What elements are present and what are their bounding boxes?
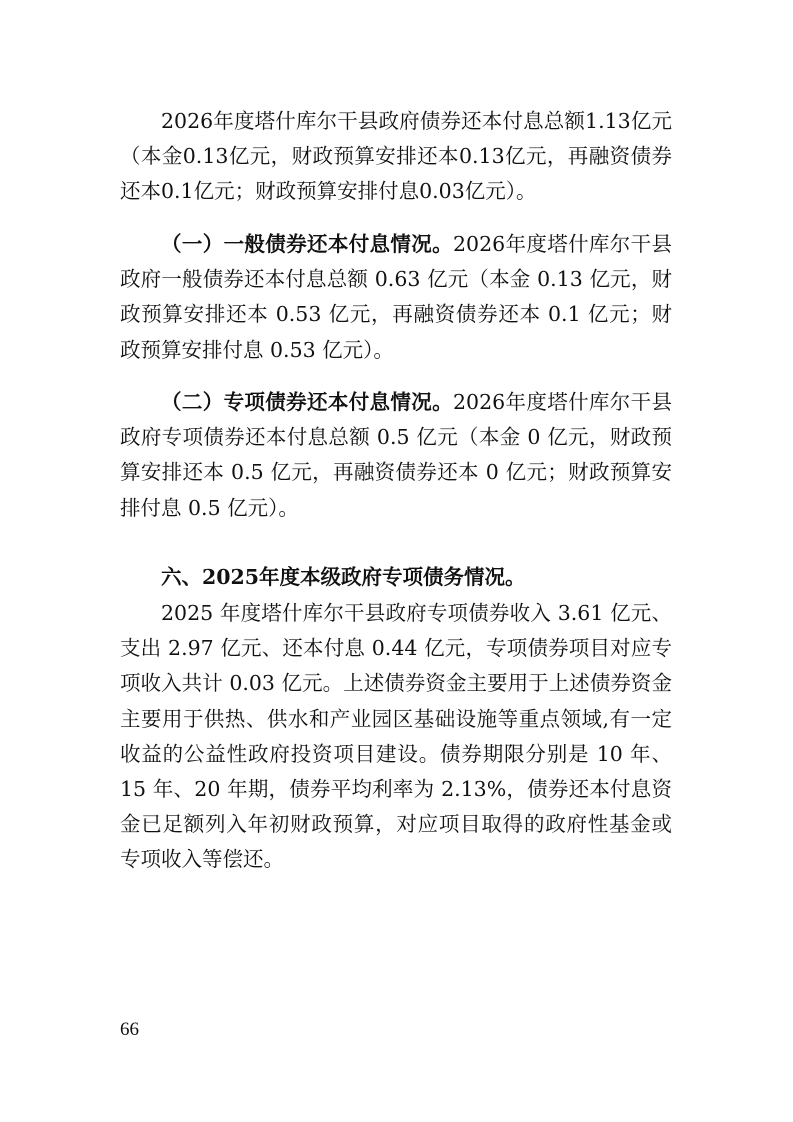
section-heading-six: 六、2025年度本级政府专项债务情况。 bbox=[161, 565, 526, 589]
page-number: 66 bbox=[120, 1019, 139, 1040]
paragraph-debt-total: 2026年度塔什库尔干县政府债券还本付息总额1.13亿元（本金0.13亿元，财政预算安排还本0.13亿元，再融资债券还本0.1亿元；财政预算安排付息0.03亿元）。 bbox=[120, 109, 672, 204]
section-body-general-bonds: 2026年度塔什库尔干县政府一般债券还本付息总额 0.63 亿元（本金 0.13 亿元，财政预算安排还本 0.53 亿元，再融资债券还本 0.1 亿元；财政预算安排付息 0.53 亿元）。 bbox=[120, 232, 673, 362]
section-body-special-bonds: 2026年度塔什库尔干县政府专项债券还本付息总额 0.5 亿元（本金 0 亿元，财政预算安排还本 0.5 亿元，再融资债券还本 0 亿元；财政预算安排付息 0.5 亿元）。 bbox=[120, 390, 673, 520]
section-title-general-bonds: （一）一般债券还本付息情况。 bbox=[161, 232, 453, 256]
paragraph-special-debt-2025: 2025 年度塔什库尔干县政府专项债券收入 3.61 亿元、支出 2.97 亿元、还本付息 0.44 亿元，专项债券项目对应专项收入共计 0.03 亿元。上述债券资金主要用于上述债券资金主要用于供热、供水和产业园区基础设施等重点领域,有一定收益的公益性政府投资项目建设。债券期限分别是 10 年、15 年、20 年期，债券平均利率为 2.13%，债券还本付息资金已足额列入年初财政预算，对应项目取得的政府性基金或专项收入等偿还。 bbox=[120, 601, 672, 872]
section-title-special-bonds: （二）专项债券还本付息情况。 bbox=[161, 390, 453, 414]
paragraph-special-bonds bbox=[120, 385, 672, 526]
paragraph-general-bonds bbox=[120, 227, 672, 368]
